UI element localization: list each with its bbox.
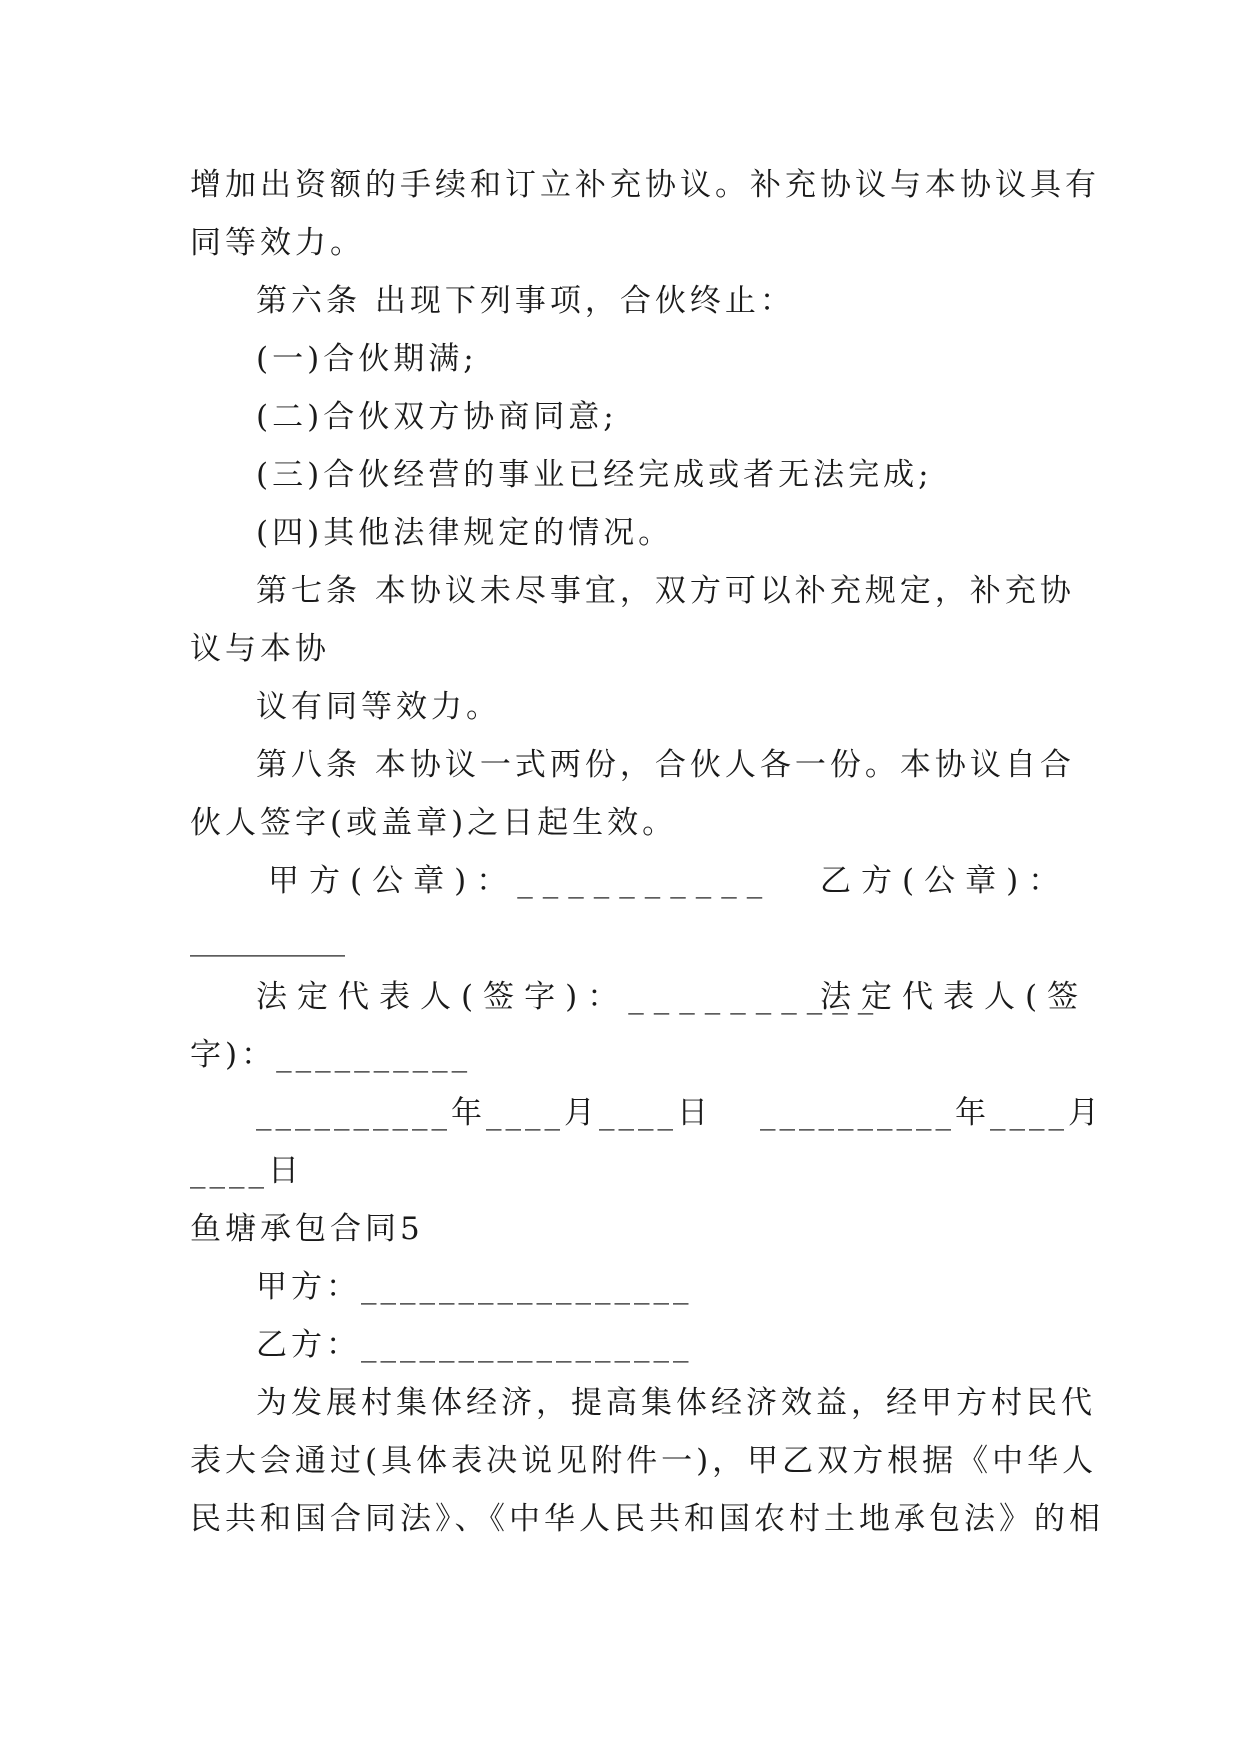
list-item: (四)其他法律规定的情况。 — [256, 515, 674, 551]
section-title: 鱼塘承包合同5 — [190, 1211, 424, 1247]
signature-blank: __________ — [190, 921, 345, 957]
list-item: (二)合伙双方协商同意; — [256, 399, 618, 435]
text-line: 增加出资额的手续和订立补充协议。补充协议与本协议具有 — [190, 167, 1100, 203]
party-b-seal: 乙方(公章)： — [820, 863, 1070, 899]
party-b-field: 乙方：_________________ — [256, 1327, 693, 1363]
text-line: 为发展村集体经济，提高集体经济效益，经甲方村民代 — [256, 1385, 1096, 1421]
text-line: ____日 — [190, 1153, 303, 1189]
article-7-heading: 第七条 本协议未尽事宜，双方可以补充规定，补充协 — [256, 573, 1075, 609]
text-line: 表大会通过(具体表决说见附件一)，甲乙双方根据《中华人 — [190, 1443, 1098, 1479]
party-b-date: __________年____月 — [760, 1095, 1103, 1131]
article-6-heading: 第六条 出现下列事项，合伙终止： — [256, 283, 795, 319]
text-line: 民共和国合同法》、《中华人民共和国农村土地承包法》的相 — [190, 1501, 1104, 1537]
list-item: (三)合伙经营的事业已经完成或者无法完成; — [256, 457, 933, 493]
text-line: 伙人签字(或盖章)之日起生效。 — [190, 805, 678, 841]
party-b-representative: 法定代表人(签 — [820, 979, 1089, 1015]
party-a-representative: 法定代表人(签字)：__________ — [256, 979, 884, 1015]
party-a-date: __________年____月____日 — [256, 1095, 712, 1131]
text-line: 字)：__________ — [190, 1037, 472, 1073]
list-item: (一)合伙期满; — [256, 341, 478, 377]
party-a-field: 甲方：_________________ — [256, 1269, 693, 1305]
text-line: 议与本协 — [190, 631, 330, 667]
party-a-seal: 甲方(公章)：__________ — [268, 863, 773, 899]
text-line: 议有同等效力。 — [256, 689, 501, 725]
article-8-heading: 第八条 本协议一式两份，合伙人各一份。本协议自合 — [256, 747, 1075, 783]
text-line: 同等效力。 — [190, 225, 365, 261]
